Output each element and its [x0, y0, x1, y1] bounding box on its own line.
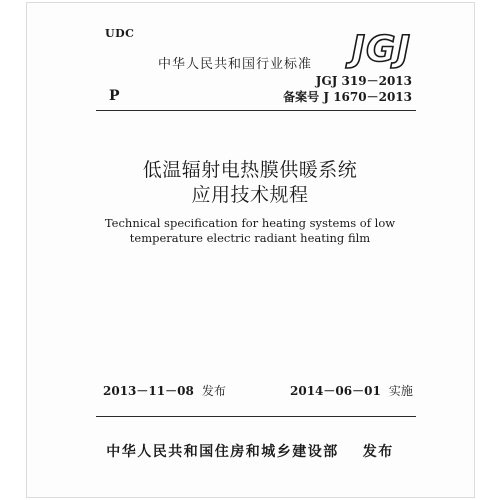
title-en-line2: temperature electric radiant heating film	[129, 231, 371, 245]
publisher-name: 中华人民共和国住房和城乡建设部	[106, 444, 339, 460]
effective-label: 实施	[388, 384, 413, 398]
jgj-logo: JGJ	[351, 29, 411, 70]
standard-type: 中华人民共和国行业标准	[158, 57, 313, 72]
issue-label: 发布	[201, 384, 226, 398]
publisher-action: 发布	[362, 444, 394, 460]
title-en-line1: Technical specification for heating systems of low	[104, 216, 396, 230]
publisher-block	[0, 441, 500, 461]
record-number: 备案号 J 1670－2013	[283, 90, 412, 104]
issue-date: 2013－11－08	[103, 384, 194, 398]
category-label: P	[109, 88, 120, 104]
effective-date: 2014－06－01	[290, 384, 381, 398]
udc-label: UDC	[105, 27, 135, 40]
title-cn-line1: 低温辐射电热膜供暖系统	[142, 159, 358, 181]
standard-number-block	[283, 73, 412, 105]
top-divider	[96, 110, 416, 111]
bottom-divider	[96, 416, 416, 417]
title-en	[0, 216, 500, 246]
effective-date-block	[290, 382, 413, 399]
title-cn-line2: 应用技术规程	[191, 184, 309, 206]
issue-date-block	[103, 382, 226, 399]
standard-code: JGJ 319－2013	[315, 74, 412, 88]
